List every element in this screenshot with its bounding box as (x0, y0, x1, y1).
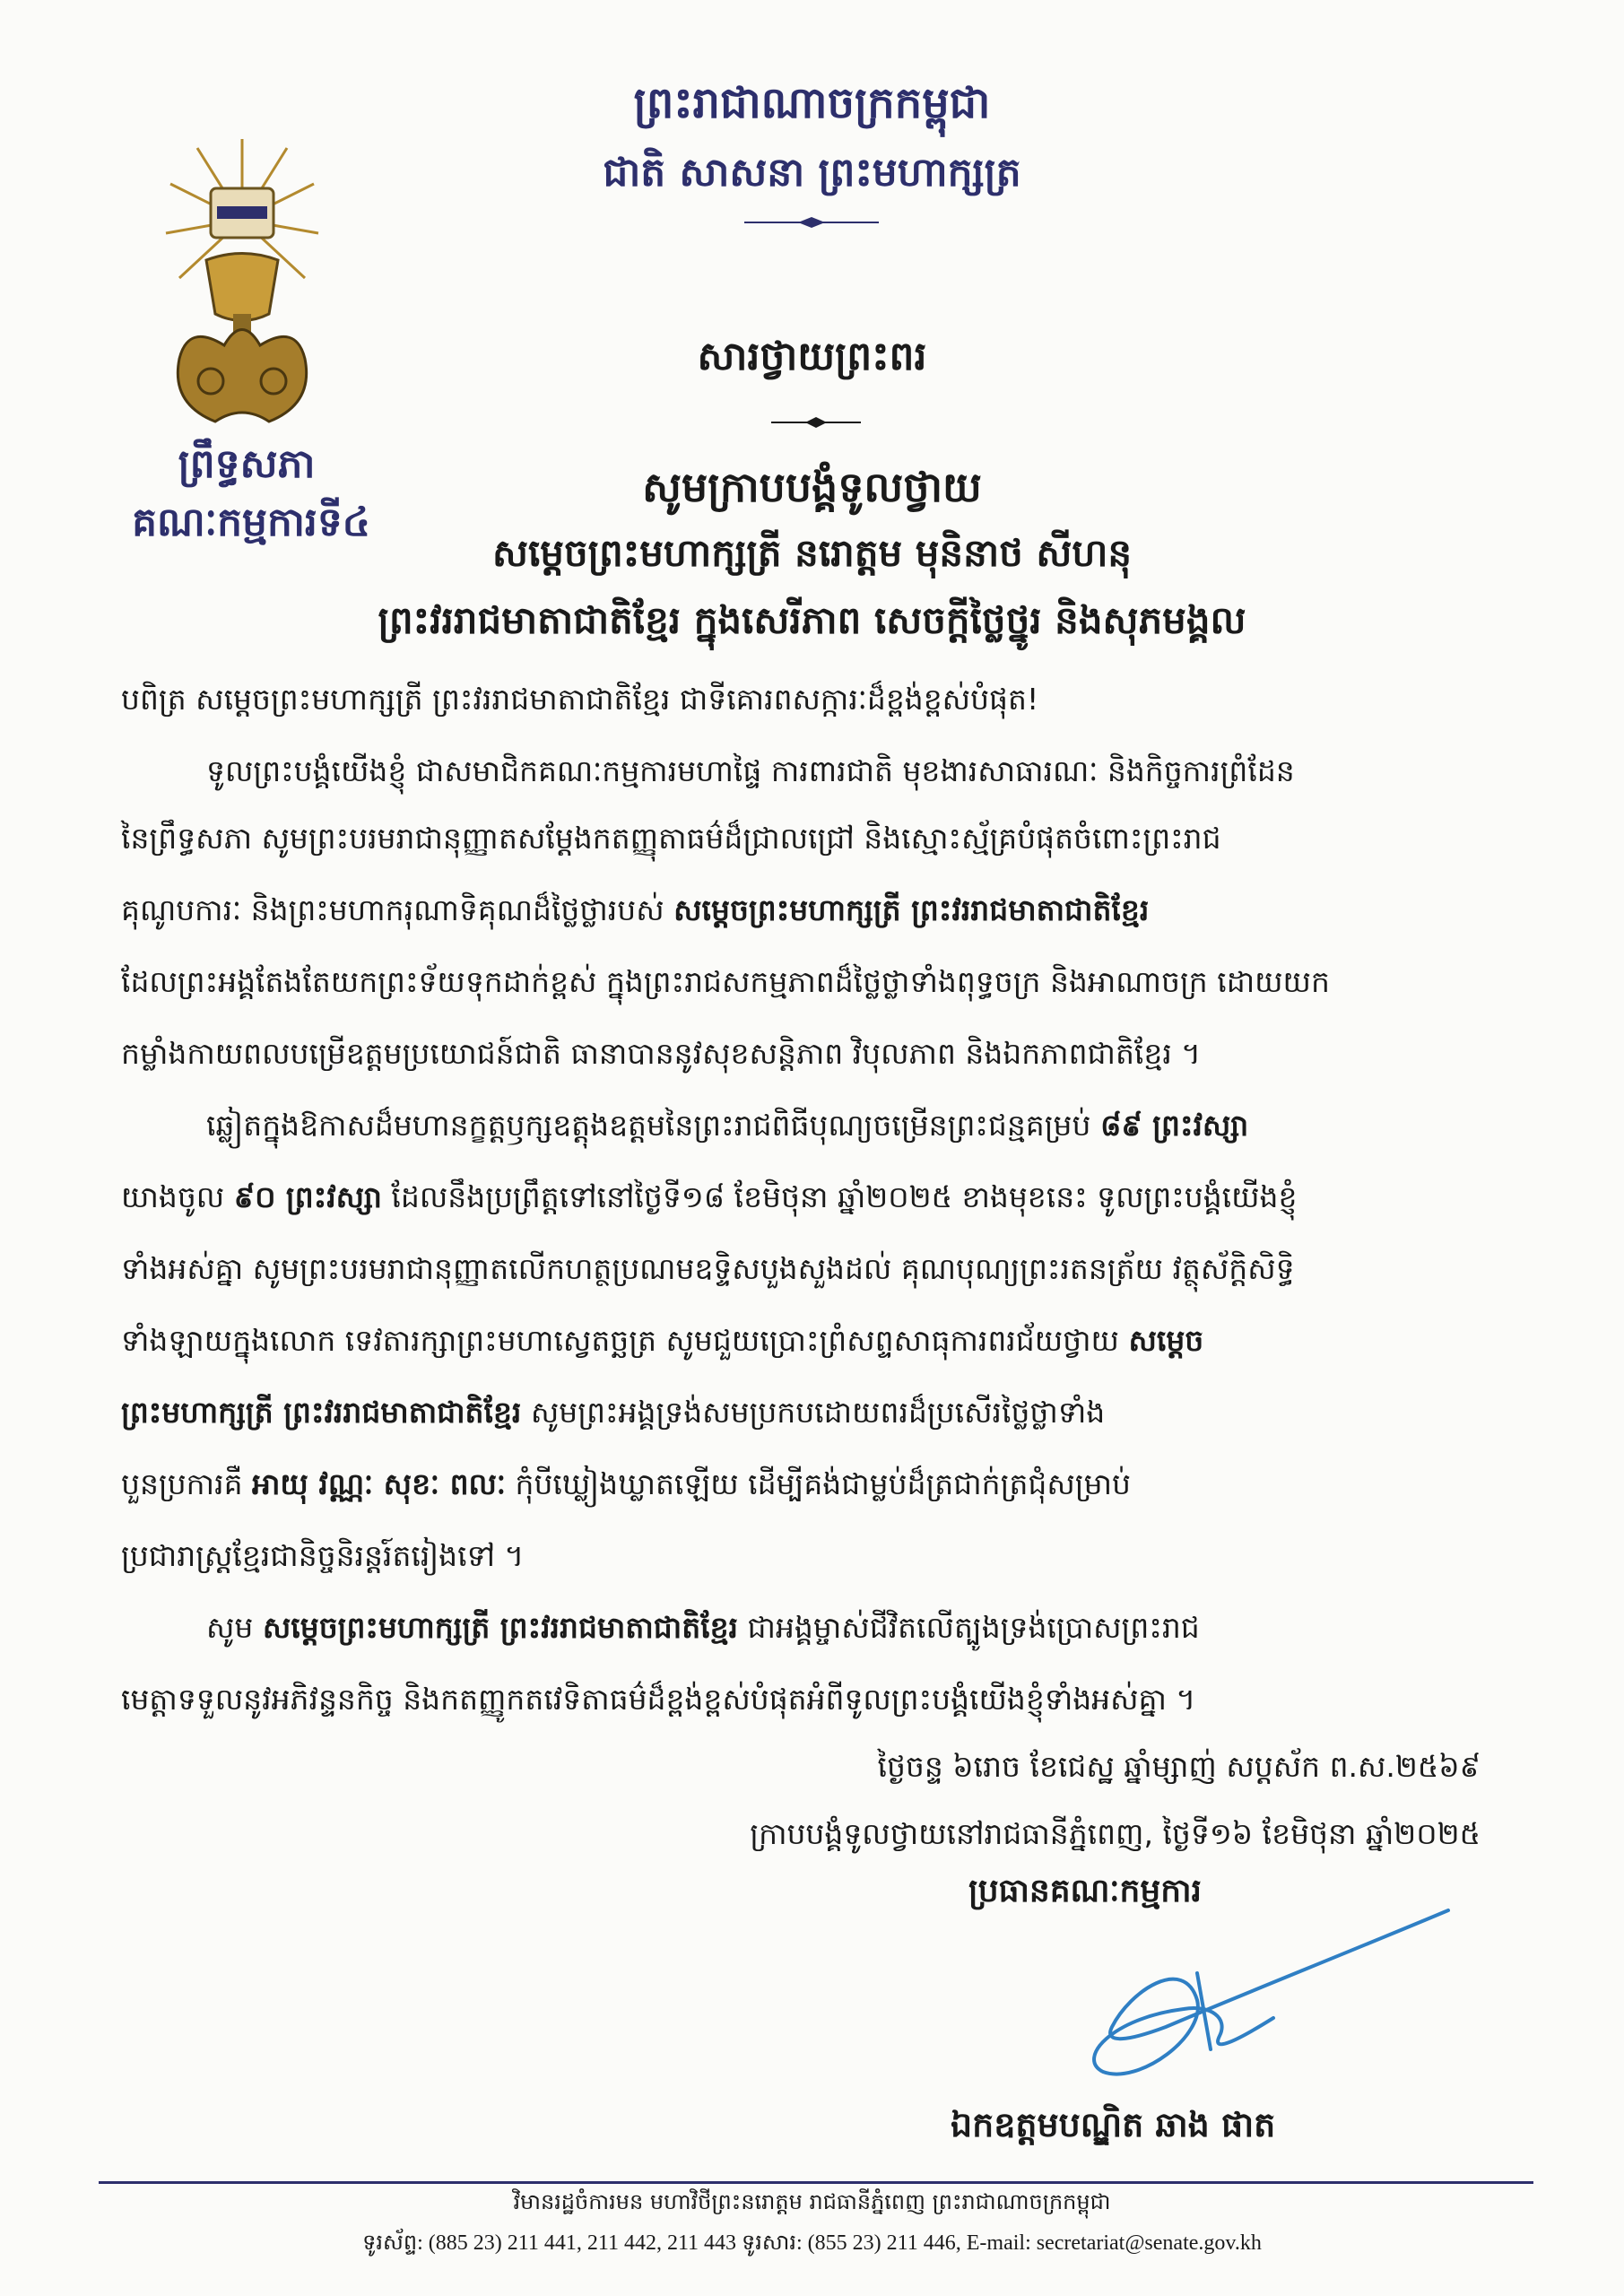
paragraph-3-line: មេត្តាទទួលនូវអភិវន្ទនកិច្ច និងកតញ្ញូកតវេទិតាធម៌ដ៏ខ្ពង់ខ្ពស់បំផុតអំពីទូលព្រះបង្គំយើងខ្ញុំទាំងអស់គ្នា ។ (121, 1682, 1196, 1717)
lunar-date: ថ្ងៃចន្ទ ៦រោច ខែជេស្ឋ ឆ្នាំម្សាញ់ សប្តស័ក ព.ស.២៥៦៩ (877, 1749, 1481, 1784)
address-line-3: ព្រះវររាជមាតាជាតិខ្មែរ ក្នុងសេរីភាព សេចក្តីថ្លៃថ្នូរ និងសុភមង្គល (378, 598, 1246, 642)
kingdom-title: ព្រះរាជាណាចក្រកម្ពុជា (633, 78, 991, 128)
header-ornament (744, 215, 879, 230)
committee-name: គណៈកម្មការទី៤ (132, 500, 370, 545)
address-line-2: សម្តេចព្រះមហាក្សត្រី នរោត្តម មុនិនាថ សីហនុ (491, 531, 1133, 575)
paragraph-2-line: ឆ្លៀតក្នុងឱកាសដ៏មហានក្ខត្តឫក្សឧត្តុងឧត្តមនៃព្រះរាជពិធីបុណ្យចម្រើនព្រះជន្មគម្រប់ ៨៩ ព្រះវស្សា (206, 1108, 1249, 1143)
paragraph-1-line: កម្លាំងកាយពលបម្រើឧត្តមប្រយោជន៍ជាតិ ធានាបាននូវសុខសន្តិភាព វិបុលភាព និងឯកភាពជាតិខ្មែរ ។ (121, 1036, 1202, 1071)
paragraph-3-line: សូម សម្តេចព្រះមហាក្សត្រី ព្រះវររាជមាតាជាតិខ្មែរ ជាអង្គម្ចាស់ជីវិតលើត្បូងទ្រង់ប្រោសព្រះរាជ (206, 1610, 1200, 1645)
institution-name: ព្រឹទ្ធសភា (178, 441, 316, 487)
footer-address: វិមានរដ្ឋចំការមន មហាវិថីព្រះនរោត្តម រាជធានីភ្នំពេញ ព្រះរាជាណាចក្រកម្ពុជា (513, 2189, 1111, 2214)
paragraph-1-line: គុណូបការៈ និងព្រះមហាករុណាទិគុណដ៏ថ្លៃថ្លារបស់ សម្តេចព្រះមហាក្សត្រី ព្រះវររាជមាតាជាតិខ្មែរ (121, 892, 1150, 927)
title-ornament (771, 415, 861, 430)
paragraph-2-line: ទាំងអស់គ្នា សូមព្រះបរមរាជានុញ្ញាតលើកហត្ថប្រណមឧទ្ទិសបួងសួងដល់ គុណបុណ្យព្រះរតនត្រ័យ វត្ថុស័ក្តិសិទ្ធិ (121, 1251, 1295, 1286)
paragraph-2-line: ប្រជារាស្ត្រខ្មែរជានិច្ចនិរន្តរ៍តរៀងទៅ ។ (121, 1538, 525, 1573)
signatory-position: ប្រធានគណៈកម្មការ (968, 1873, 1202, 1909)
salutation: បពិត្រ សម្តេចព្រះមហាក្សត្រី ព្រះវររាជមាតាជាតិខ្មែរ ជាទីគោរពសក្ការៈដ៏ខ្ពង់ខ្ពស់បំផុត! (121, 682, 1039, 717)
footer-contact: ទូរស័ព្ទ: (885 23) 211 441, 211 442, 211 443 ទូរសារ: (855 23) 211 446, E-mail: secretariat@senate.gov.kh (362, 2231, 1262, 2255)
address-line-1: សូមក្រាបបង្គំទូលថ្វាយ (642, 463, 982, 511)
footer-divider (99, 2181, 1533, 2184)
paragraph-2-line: បួនប្រការគឺ អាយុ វណ្ណៈ សុខៈ ពលៈ កុំបីឃ្លៀងឃ្លាតឡើយ ដើម្បីគង់ជាម្លប់ដ៏ត្រជាក់ត្រជុំសម្រាប់ (121, 1466, 1131, 1501)
paragraph-2-line: យាងចូល ៩០ ព្រះវស្សា ដែលនឹងប្រព្រឹត្តទៅនៅថ្ងៃទី១៨ ខែមិថុនា ឆ្នាំ២០២៥ ខាងមុខនេះ ទូលព្រះបង្គំយើងខ្ញុំ (121, 1179, 1298, 1214)
signatory-name: ឯកឧត្តមបណ្ឌិត ឆាង ផាត (951, 2105, 1276, 2144)
bold-royal-title: សម្តេចព្រះមហាក្សត្រី ព្រះវររាជមាតាជាតិខ្មែរ (673, 892, 1150, 927)
paragraph-2-line: ព្រះមហាក្សត្រី ព្រះវររាជមាតាជាតិខ្មែរ សូមព្រះអង្គទ្រង់សមប្រកបដោយពរដ៏ប្រសើរថ្លៃថ្លាទាំង (121, 1395, 1106, 1430)
national-motto: ជាតិ សាសនា ព្រះមហាក្សត្រ (603, 150, 1021, 196)
paragraph-1-line: ទូលព្រះបង្គំយើងខ្ញុំ ជាសមាជិកគណៈកម្មការមហាផ្ទៃ ការពារជាតិ មុខងារសាធារណៈ និងកិច្ចការព្រំដែន (206, 753, 1295, 788)
paragraph-1-line: ដែលព្រះអង្គតែងតែយកព្រះទ័យទុកដាក់ខ្ពស់ ក្នុងព្រះរាជសកម្មភាពដ៏ថ្លៃថ្លាទាំងពុទ្ធចក្រ និងអាណាចក្រ ដោយយក (121, 964, 1330, 999)
document-title: សារថ្វាយព្រះពរ (697, 334, 927, 379)
place-and-date: ក្រាបបង្គំទូលថ្វាយនៅរាជធានីភ្នំពេញ, ថ្ងៃទី១៦ ខែមិថុនា ឆ្នាំ២០២៥ (750, 1816, 1481, 1851)
paragraph-1-line: នៃព្រឹទ្ធសភា សូមព្រះបរមរាជានុញ្ញាតសម្តែងកតញ្ញុតាធម៌ដ៏ជ្រាលជ្រៅ និងស្មោះស្ម័គ្របំផុតចំពោះព្រះរាជ (121, 821, 1221, 856)
handwritten-signature (1004, 1892, 1471, 2099)
paragraph-2-line: ទាំងឡាយក្នុងលោក ទេវតារក្សាព្រះមហាស្វេតច្ឆត្រ សូមជួយប្រោះព្រំសព្ទសាធុការពរជ័យថ្វាយ សម្តេច (121, 1323, 1204, 1358)
